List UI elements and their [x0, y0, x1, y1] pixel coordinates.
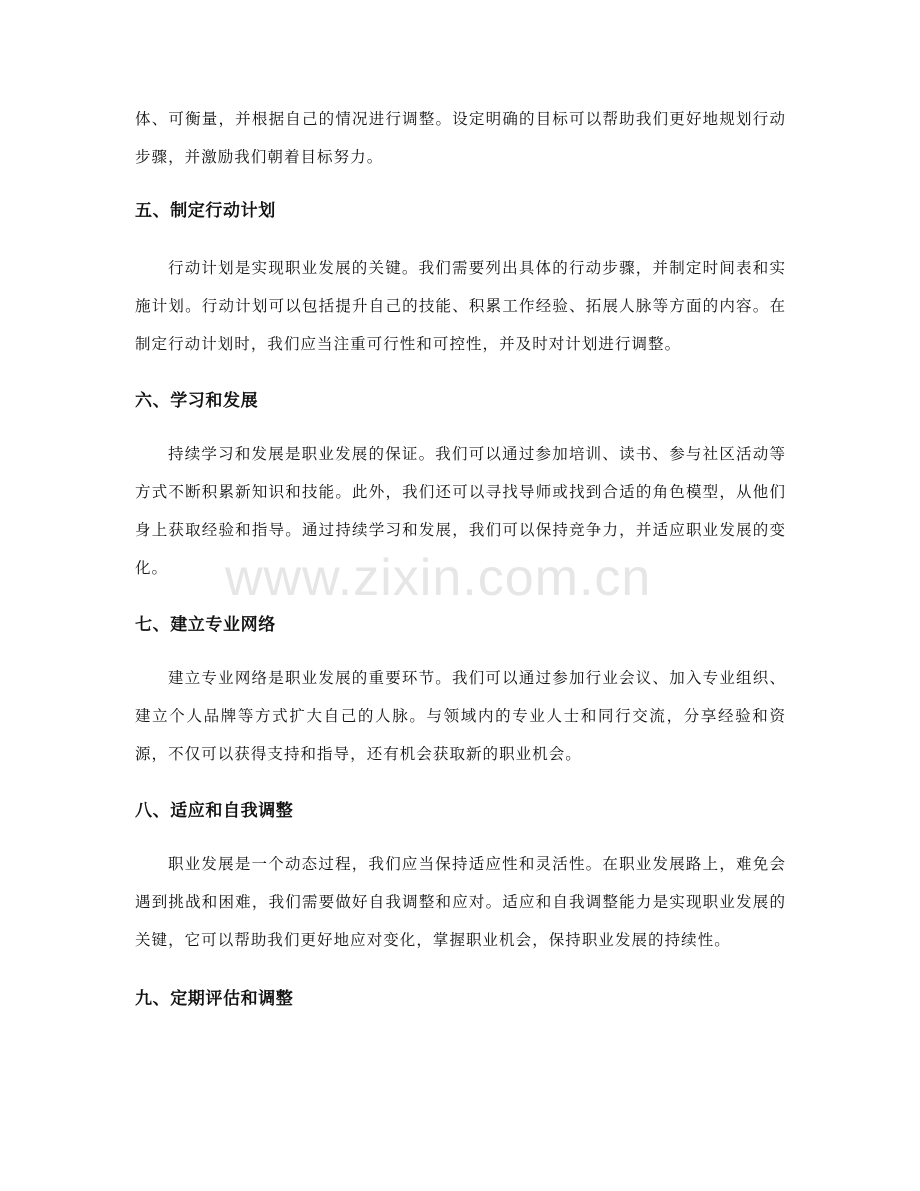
section-heading-9: 九、定期评估和调整: [135, 989, 294, 1009]
section-heading-8: 八、适应和自我调整: [135, 801, 294, 821]
watermark-text: www.zixin.com.cn: [225, 549, 652, 607]
section-heading-6: 六、学习和发展: [135, 391, 259, 411]
section-body-6: 持续学习和发展是职业发展的保证。我们可以通过参加培训、读书、参与社区活动等方式不断积累新知识和技能。此外，我们还可以寻找导师或找到合适的角色模型，从他们身上获取经验和指导。通过持续学习和发展，我们可以保持竞争力，并适应职业发展的变化。: [135, 445, 786, 577]
section-body-5: 行动计划是实现职业发展的关键。我们需要列出具体的行动步骤，并制定时间表和实施计划。行动计划可以包括提升自己的技能、积累工作经验、拓展人脉等方面的内容。在制定行动计划时，我们应当注重可行性和可控性，并及时对计划进行调整。: [135, 259, 786, 353]
section-heading-5: 五、制定行动计划: [135, 201, 276, 221]
document-content: [135, 100, 786, 1011]
section-heading-7: 七、建立专业网络: [135, 615, 276, 635]
paragraph-intro: 体、可衡量，并根据自己的情况进行调整。设定明确的目标可以帮助我们更好地规划行动步骤，并激励我们朝着目标努力。: [135, 110, 786, 166]
section-body-7: 建立专业网络是职业发展的重要环节。我们可以通过参加行业会议、加入专业组织、建立个人品牌等方式扩大自己的人脉。与领域内的专业人士和同行交流，分享经验和资源，不仅可以获得支持和指导，还有机会获取新的职业机会。: [135, 669, 786, 763]
section-body-8: 职业发展是一个动态过程，我们应当保持适应性和灵活性。在职业发展路上，难免会遇到挑战和困难，我们需要做好自我调整和应对。适应和自我调整能力是实现职业发展的关键，它可以帮助我们更好地应对变化，掌握职业机会，保持职业发展的持续性。: [135, 855, 786, 949]
